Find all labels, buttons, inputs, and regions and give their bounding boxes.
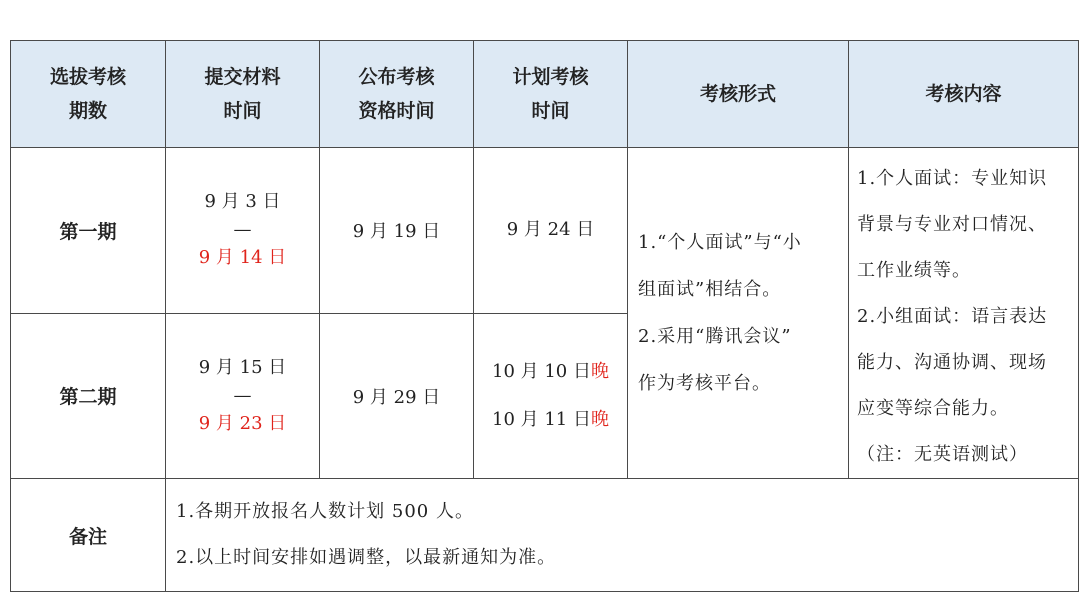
selection-schedule-table-container [10,40,1078,587]
exam-time-cell [474,148,628,314]
header-exam-time: 计划考核 时间 [474,41,628,148]
selection-schedule-table [10,40,1079,592]
header-exam-content: 考核内容 [849,41,1079,148]
submit-dash: — [233,384,252,406]
submit-start: 9 月 15 日 [198,356,287,378]
header-exam-form: 考核形式 [628,41,849,148]
header-row [11,41,1079,148]
submit-end: 9 月 14 日 [198,247,287,269]
notes-row [11,479,1079,592]
exam-content-cell: 1.个人面试：专业知识 背景与专业对口情况、 工作业绩等。 2.小组面试：语言表达 能力、沟通协调、现场 应变等综合能力。 （注：无英语测试） [849,148,1079,479]
exam-time-line: 10 月 11 日晚 [492,408,609,430]
period-name: 第二期 [11,313,166,479]
header-period: 选拔考核 期数 [11,41,166,148]
submit-start: 9 月 3 日 [204,191,281,213]
period-name: 第一期 [11,148,166,314]
header-publish-time: 公布考核 资格时间 [320,41,474,148]
exam-form-cell: 1.“个人面试”与“小 组面试”相结合。 2.采用“腾讯会议” 作为考核平台。 [628,148,849,479]
submit-end: 9 月 23 日 [198,412,287,434]
publish-time-cell: 9 月 29 日 [320,313,474,479]
period-row-1 [11,148,1079,314]
exam-time-line: 9 月 24 日 [506,219,595,241]
submit-dash: — [233,219,252,241]
notes-content: 1.各期开放报名人数计划 500 人。 2.以上时间安排如遇调整，以最新通知为准。 [166,479,1079,592]
exam-time-cell [474,313,628,479]
exam-time-line: 10 月 10 日晚 [492,360,609,382]
submit-time-cell [166,313,320,479]
notes-label: 备注 [11,479,166,592]
header-submit-time: 提交材料 时间 [166,41,320,148]
submit-time-cell [166,148,320,314]
publish-time-cell: 9 月 19 日 [320,148,474,314]
